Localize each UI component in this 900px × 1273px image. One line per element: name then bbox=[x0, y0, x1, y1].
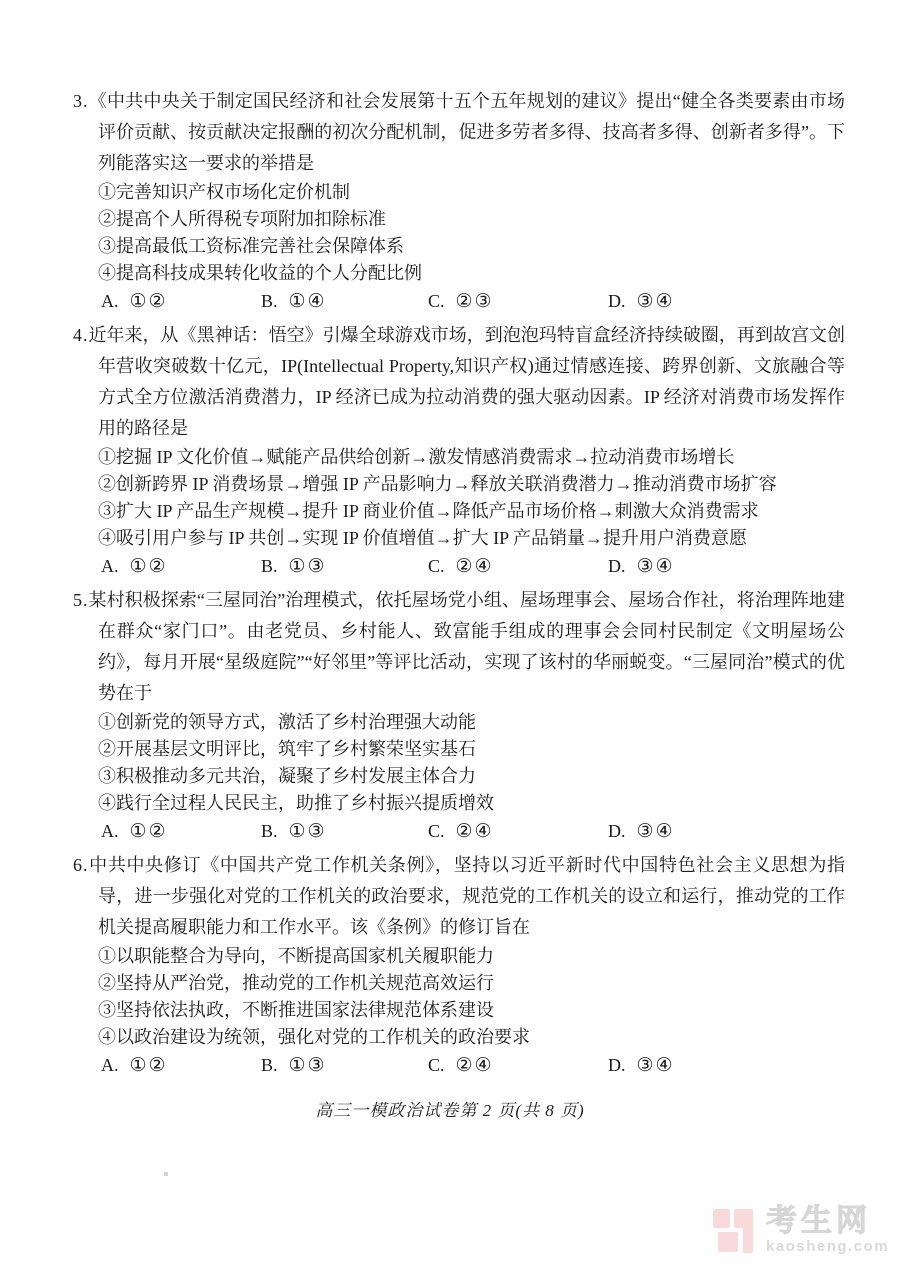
question-4-choice-d: D. ③④ bbox=[608, 556, 675, 577]
question-3-number: 3. bbox=[73, 91, 89, 111]
question-3-choice-d: D. ③④ bbox=[608, 291, 675, 312]
watermark-site-name: 考生网 bbox=[766, 1203, 871, 1238]
question-4-stem bbox=[73, 320, 845, 444]
question-5-stem-text: 某村积极探索“三屋同治”治理模式，依托屋场党小组、屋场理事会、屋场合作社，将治理阵地建在群众“家门口”。由老党员、乡村能人、致富能手组成的理事会会同村民制定《文明屋场公约》，每月开展“星级庭院”“好邻里”等评比活动，实现了该村的华丽蜕变。“三屋同治”模式的优势在于 bbox=[88, 590, 845, 703]
question-6-option-4: ④以政治建设为统领，强化对党的工作机关的政治要求 bbox=[98, 1027, 530, 1047]
question-6-stem bbox=[73, 850, 845, 943]
question-4-choice-row bbox=[73, 552, 845, 582]
question-3-stem-text: 《中共中央关于制定国民经济和社会发展第十五个五年规划的建议》提出“健全各类要素由市场评价贡献、按贡献决定报酬的初次分配机制，促进多劳者多得、技高者多得、创新者多得”。下列能落实这一要求的举措是 bbox=[88, 91, 845, 173]
question-6 bbox=[73, 850, 845, 1081]
question-6-choice-a: A. ①② bbox=[101, 1055, 168, 1076]
question-5-option-1: ①创新党的领导方式，激活了乡村治理强大动能 bbox=[98, 712, 476, 732]
question-3-option-2: ②提高个人所得税专项附加扣除标准 bbox=[98, 209, 386, 229]
question-3-option-3: ③提高最低工资标准完善社会保障体系 bbox=[98, 236, 404, 256]
question-6-option-1: ①以职能整合为导向，不断提高国家机关履职能力 bbox=[98, 946, 494, 966]
question-4-option-2: ②创新跨界 IP 消费场景→增强 IP 产品影响力→释放关联消费潜力→推动消费市场扩容 bbox=[98, 474, 777, 494]
logo-block bbox=[718, 1232, 738, 1252]
question-6-option-2: ②坚持从严治党，推动党的工作机关规范高效运行 bbox=[98, 973, 494, 993]
question-5-choice-row bbox=[73, 817, 845, 847]
question-4-choice-a: A. ①② bbox=[101, 556, 168, 577]
question-5-choice-b: B. ①③ bbox=[261, 821, 327, 842]
question-area bbox=[73, 86, 845, 1084]
logo-block bbox=[713, 1209, 730, 1228]
question-5-option-3: ③积极推动多元共治，凝聚了乡村发展主体合力 bbox=[98, 766, 476, 786]
question-4-number: 4. bbox=[73, 325, 89, 345]
question-4-option-1: ①挖掘 IP 文化价值→赋能产品供给创新→激发情感消费需求→拉动消费市场增长 bbox=[98, 447, 735, 467]
question-4-choice-b: B. ①③ bbox=[261, 556, 327, 577]
logo-block bbox=[743, 1209, 753, 1253]
watermark-text bbox=[766, 1203, 889, 1256]
scan-artifact-dot bbox=[164, 1172, 168, 1176]
question-4-option-4: ④吸引用户参与 IP 共创→实现 IP 价值增值→扩大 IP 产品销量→提升用户消费意愿 bbox=[98, 528, 748, 548]
question-6-choice-b: B. ①③ bbox=[261, 1055, 327, 1076]
question-3-choice-b: B. ①④ bbox=[261, 291, 327, 312]
question-4-option-3: ③扩大 IP 产品生产规模→提升 IP 商业价值→降低产品市场价格→刺激大众消费需求 bbox=[98, 501, 759, 521]
question-3-option-4: ④提高科技成果转化收益的个人分配比例 bbox=[98, 263, 422, 283]
question-4 bbox=[73, 320, 845, 582]
question-6-choice-c: C. ②④ bbox=[428, 1055, 494, 1076]
question-5-option-4: ④践行全过程人民民主，助推了乡村振兴提质增效 bbox=[98, 793, 494, 813]
watermark-site-domain: kaosheng.com bbox=[766, 1238, 890, 1255]
question-5-stem bbox=[73, 585, 845, 709]
question-3-stem bbox=[73, 86, 845, 179]
page-footer: 高三一模政治试卷第 2 页(共 8 页) bbox=[315, 1101, 585, 1120]
question-5-choice-c: C. ②④ bbox=[428, 821, 494, 842]
question-3-choice-a: A. ①② bbox=[101, 291, 168, 312]
question-6-option-3: ③坚持依法执政，不断推进国家法律规范体系建设 bbox=[98, 1000, 494, 1020]
kaosheng-watermark bbox=[710, 1203, 889, 1256]
question-6-stem-text: 中共中央修订《中国共产党工作机关条例》，坚持以习近平新时代中国特色社会主义思想为指导，进一步强化对党的工作机关的政治要求，规范党的工作机关的设立和运行，推动党的工作机关提高履职能力和工作水平。该《条例》的修订旨在 bbox=[88, 855, 845, 937]
question-4-stem-text: 近年来，从《黑神话：悟空》引爆全球游戏市场，到泡泡玛特盲盒经济持续破圈，再到故宫文创年营收突破数十亿元，IP(Intellectual Property,知识产权)通过情感连接、跨界创新、文旅融合等方式全方位激活消费潜力，IP 经济已成为拉动消费的强大驱动因素。IP 经济对消费市场发挥作用的路径是 bbox=[88, 325, 845, 438]
question-5-choice-a: A. ①② bbox=[101, 821, 168, 842]
question-5-number: 5. bbox=[73, 590, 89, 610]
question-5-choice-d: D. ③④ bbox=[608, 821, 675, 842]
question-5-option-2: ②开展基层文明评比，筑牢了乡村繁荣坚实基石 bbox=[98, 739, 476, 759]
question-6-choice-row bbox=[73, 1051, 845, 1081]
question-6-choice-d: D. ③④ bbox=[608, 1055, 675, 1076]
question-3-option-1: ①完善知识产权市场化定价机制 bbox=[98, 182, 350, 202]
question-4-choice-c: C. ②④ bbox=[428, 556, 494, 577]
question-3-choice-c: C. ②③ bbox=[428, 291, 494, 312]
question-3-choice-row bbox=[73, 287, 845, 317]
kaosheng-logo-icon bbox=[710, 1203, 758, 1255]
question-3 bbox=[73, 86, 845, 317]
question-5 bbox=[73, 585, 845, 847]
question-6-number: 6. bbox=[73, 855, 89, 875]
